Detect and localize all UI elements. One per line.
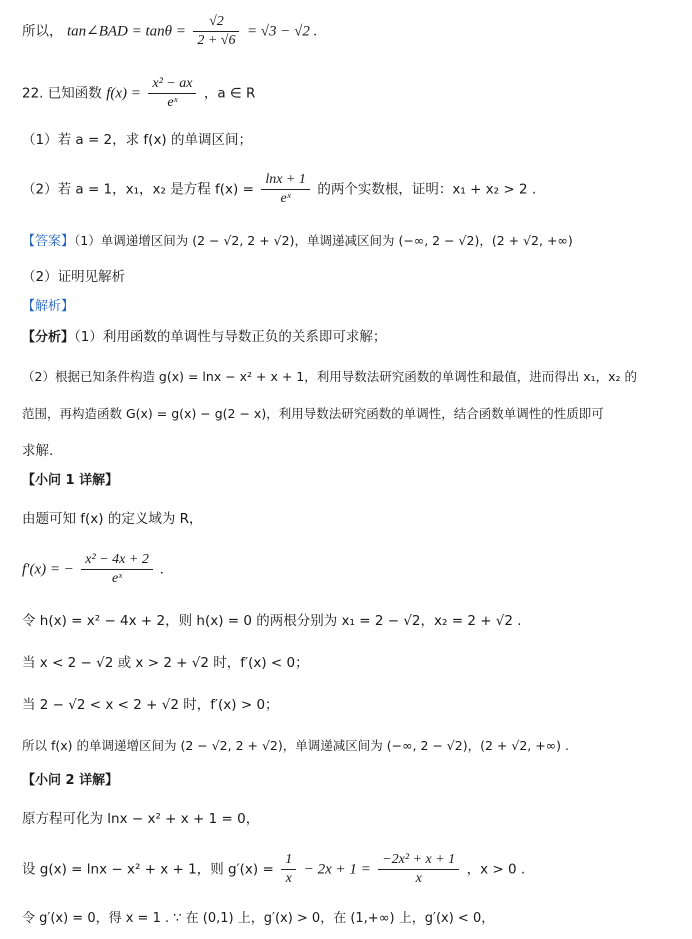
question-number: 22. 已知函数: [22, 85, 102, 102]
math: − 2x + 1 =: [303, 861, 371, 878]
fraction-denominator: x: [285, 871, 292, 886]
text: ，a ∈ R: [203, 85, 256, 102]
sub1-domain: 由题可知 f(x) 的定义域为 R，: [22, 511, 203, 527]
text: 所以，: [22, 23, 63, 40]
sub1-decreasing-condition: 当 x < 2 − √2 或 x > 2 + √2 时，f′(x) < 0；: [22, 655, 309, 671]
math: f(x) =: [106, 85, 141, 102]
fenxi-tag: 【分析】: [22, 330, 75, 345]
sub1-conclusion: 所以 f(x) 的单调递增区间为 (2 − √2, 2 + √2)，单调递减区间为 (−∞, 2 − √2)，(2 + √2, +∞) .: [22, 738, 569, 753]
part-2: [22, 172, 682, 207]
fenxi-2-line-3: 求解.: [22, 443, 54, 459]
fenxi-2-line-1: （2）根据已知条件构造 g(x) = lnx − x² + x + 1，利用导数法研究函数的单调性和最值，进而得出 x₁，x₂ 的: [22, 369, 638, 384]
fraction-denominator: eˣ: [167, 95, 178, 110]
sub1-increasing-condition: 当 2 − √2 < x < 2 + √2 时，f′(x) > 0；: [22, 697, 279, 713]
answer-tag: 【答案】: [22, 234, 75, 249]
fraction-denominator: x: [415, 871, 422, 886]
sub2-monotonic: 令 g′(x) = 0，得 x = 1 . ∵ 在 (0,1) 上，g′(x) > 0，在 (1,+∞) 上，g′(x) < 0，: [22, 911, 495, 926]
fraction: [281, 852, 296, 887]
sub2-equation: 原方程可化为 lnx − x² + x + 1 = 0，: [22, 811, 260, 827]
text: 设 g(x) = lnx − x² + x + 1，则 g′(x) =: [22, 861, 274, 878]
answer-2: （2）证明见解析: [22, 269, 126, 285]
fraction: [81, 552, 153, 587]
fraction-denominator: eˣ: [111, 571, 123, 586]
sub1-roots: 令 h(x) = x² − 4x + 2，则 h(x) = 0 的两根分别为 x₁ = 2 − √2，x₂ = 2 + √2 .: [22, 613, 522, 629]
fraction-numerator: x² − ax: [148, 76, 196, 94]
sub-question-2-tag: 【小问 2 详解】: [22, 773, 119, 788]
fraction-denominator: 2 + √6: [197, 33, 236, 48]
text: 的两个实数根，证明：x₁ + x₂ > 2 .: [317, 181, 537, 198]
fraction-numerator: √2: [193, 14, 239, 32]
part-1: （1）若 a = 2，求 f(x) 的单调区间；: [22, 132, 252, 148]
fraction-numerator: −2x² + x + 1: [378, 852, 459, 870]
fraction-numerator: lnx + 1: [261, 172, 310, 190]
fraction: [193, 14, 239, 49]
text: ，x > 0 .: [466, 861, 526, 878]
fenxi-2-line-2: 范围，再构造函数 G(x) = g(x) − g(2 − x)，利用导数法研究函数的单调性，结合函数单调性的性质即可: [22, 406, 604, 421]
fraction: [378, 852, 459, 887]
question-22: [22, 76, 682, 111]
sub1-derivative: [22, 552, 682, 587]
fraction-numerator: 1: [281, 852, 296, 870]
answer: [22, 232, 682, 251]
answer-text: （1）单调递增区间为 (2 − √2, 2 + √2)，单调递减区间为 (−∞, 2 − √2)，(2 + √2, +∞): [74, 233, 573, 248]
fraction: [261, 172, 310, 207]
math: tan∠BAD = tanθ =: [66, 23, 186, 40]
fenxi: [22, 328, 682, 347]
sub2-derivative: [22, 852, 682, 887]
math: .: [160, 561, 165, 578]
math: f′(x) = −: [22, 561, 74, 578]
math: = √3 − √2 .: [246, 23, 318, 40]
line-tan-bad: [22, 14, 682, 49]
fenxi-text: （1）利用函数的单调性与导数正负的关系即可求解；: [74, 329, 387, 345]
text: （2）若 a = 1，x₁，x₂ 是方程 f(x) =: [22, 181, 254, 198]
analysis-tag: 【解析】: [22, 299, 75, 314]
fraction-denominator: eˣ: [280, 191, 291, 206]
sub-question-1-tag: 【小问 1 详解】: [22, 473, 119, 488]
fraction: [148, 76, 196, 111]
fraction-numerator: x² − 4x + 2: [81, 552, 153, 570]
